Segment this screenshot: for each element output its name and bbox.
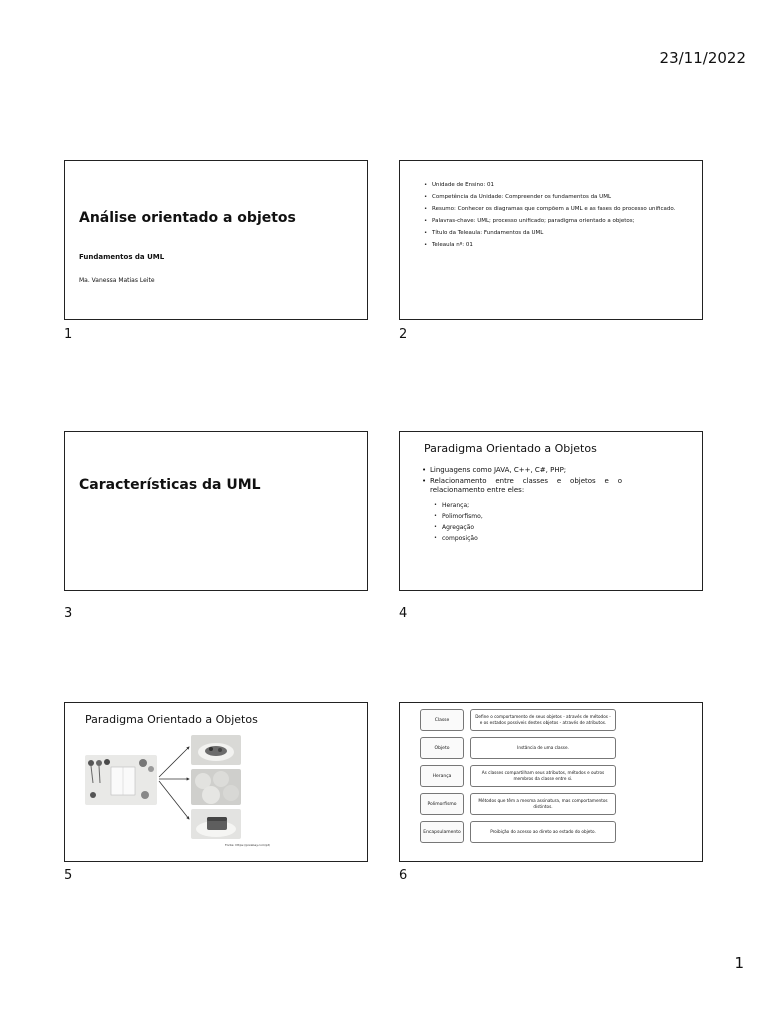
slide-4-number: 4 [399,606,408,621]
slide-2-number: 2 [399,327,408,342]
image-credit: Fonte: https://pixabay.com/pt/ [225,843,270,847]
concept-row [420,737,616,759]
dish-photo-1 [191,735,241,765]
slide-5-title: Paradigma Orientado a Objetos [85,713,258,726]
slide-2 [399,160,703,320]
concept-definition: Define o comportamento de seus objetos - através de métodos - e os estados possíveis destes objetos - através de atributos. [470,709,616,731]
concept-definition: Proibição do acesso ao direto ao estado do objeto. [470,821,616,843]
slide-1-number: 1 [64,327,73,342]
slide-3-number: 3 [64,606,73,621]
slide-4-sub-bullet: • Agregação [434,522,483,533]
concept-term: Herança [420,765,464,787]
slide-5-number: 5 [64,868,73,883]
slide-1-author: Ma. Vanessa Matias Leite [79,277,155,284]
slide-6 [399,702,703,862]
recipe-book-photo [85,755,157,805]
slide-4-sub-bullet: • Polimorfismo, [434,511,483,522]
concept-definition: As classes compartilham seus atributos, métodos e outros membros da classe entre si. [470,765,616,787]
slide-2-bullet: • Resumo: Conhecer os diagramas que compõem a UML e as fases do processo unificado. [424,205,696,214]
slide-2-bullet: • Título da Teleaula: Fundamentos da UML [424,229,696,238]
slide-2-bullet: • Teleaula nº: 01 [424,241,696,250]
slide-4-sub-bullet: • Herança; [434,500,483,511]
concept-row [420,821,616,843]
slide-2-bullet: • Palavras-chave: UML; processo unificado; paradigma orientado a objetos; [424,217,696,226]
slide-5 [64,702,368,862]
slide-1-subtitle: Fundamentos da UML [79,253,165,261]
slide-2-bullet: • Competência da Unidade: Compreender os fundamentos da UML [424,193,696,202]
slide-3-title: Características da UML [79,477,261,493]
concept-row [420,793,616,815]
slide-1 [64,160,368,320]
dish-photo-2 [191,769,241,805]
concept-term: Objeto [420,737,464,759]
slide-6-number: 6 [399,868,408,883]
concept-row [420,765,616,787]
slide-4-bullet: • Linguagens como JAVA, C++, C#, PHP; [422,466,622,475]
concept-term: Polimorfismo [420,793,464,815]
slide-1-title: Análise orientado a objetos [79,210,296,226]
dish-photo-3 [191,809,241,839]
slide-4-bullet-list [422,466,622,497]
slide-2-bullet-list [424,181,696,253]
slide-4-sub-bullet-list [434,500,483,544]
concept-row [420,709,616,731]
concept-definition: Métodos que têm a mesma assinatura, mas comportamentos distintos. [470,793,616,815]
slide-4-title: Paradigma Orientado a Objetos [424,442,597,455]
slide-4-sub-bullet: • composição [434,533,483,544]
page-number: 1 [734,954,744,972]
concept-definition: Instância de uma classe. [470,737,616,759]
slide-4 [399,431,703,591]
print-date: 23/11/2022 [659,49,746,67]
slide-4-bullet: • Relacionamento entre classes e objetos e o relacionamento entre eles: [422,477,622,495]
concept-term: Classe [420,709,464,731]
slide-2-bullet: • Unidade de Ensino: 01 [424,181,696,190]
slide-3 [64,431,368,591]
concept-term: Encapsulamento [420,821,464,843]
